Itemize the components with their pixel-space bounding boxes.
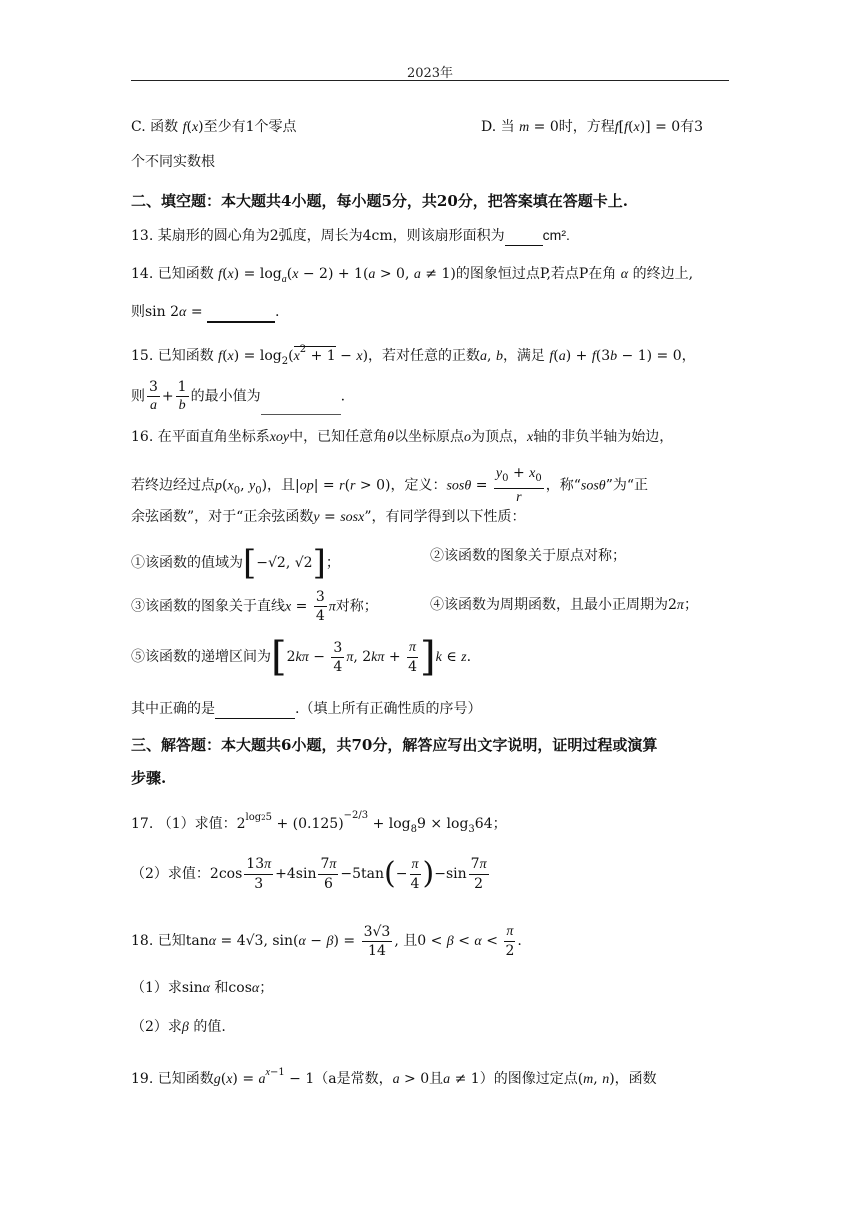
page-header-year: 2023年 (406, 66, 454, 81)
property-2: ②该函数的图象关于原点对称； (430, 548, 626, 564)
question-18: 18. 已知tanα = 4√3, sin(α − β) = $\frac{3√3}{14}$ , 且0 < β < α < $\frac{\pi}{2}$ . (131, 923, 522, 959)
option-d: D. 当 m = 0时，方程f[f(x)] = 0有3 (481, 119, 704, 135)
question-15-line-2: 则 $\frac{3}{a}$ + $\frac{1}{b}$ 的最小值为 . (131, 379, 346, 413)
question-16: 16. 在平面直角坐标系xoy中，已知任意角θ以坐标原点o为顶点，x轴的非负半轴为始边， (131, 429, 674, 445)
question-15: 15. 已知函数 $f(x) = \log_2(x^2 + 1 - x)$，若对任意的正数a, b，满足 f(a) + f(3b − 1) = 0， (131, 344, 696, 367)
property-4: ④该函数为周期函数，且最小正周期为2π； (430, 597, 698, 613)
question-18-part-2: （2）求β 的值. (131, 1019, 226, 1035)
property-3: ③该函数的图象关于直线x = $\frac{3}{4}$ π对称； (131, 589, 378, 624)
question-17-part-2: （2）求值：2cos $\frac{13\pi}{3}$ +4sin $\frac{7\pi}{6}$ −5tan(− $\frac{\pi}{4}$ )−sin $\frac{7\pi}{2}$ (131, 856, 487, 892)
question-19: 19. 已知函数$g(x) = a^{x-1} - 1(a$是常数，a > 0且a ≠ 1）的图像过定点(m, n)，函数 (131, 1067, 657, 1087)
section-2-title: 二、填空题：本大题共4小题，每小题5分，共20分，把答案填在答题卡上. (131, 192, 628, 210)
option-d-continued: 个不同实数根 (131, 154, 215, 170)
question-13: 13. 某扇形的圆心角为2弧度，周长为4cm，则该扇形面积为 cm². (131, 227, 570, 244)
question-17-part-1: 17. （1）求值：$2^{log25} + (0.125)^{-2/3} + \log_89 \times \log_364$； (131, 810, 507, 835)
question-16-answer: 其中正确的是 .（填上所有正确性质的序号） (131, 701, 482, 717)
question-16-line-2: 若终边经过点$p(x_0$, $y_0$)，且|op| = r(r > 0)，定义：sosθ = $\frac{y_0 + x_0}{r}$ ，称“sosθ”为“正 (131, 465, 649, 505)
option-c: C. 函数 f(x)至少有1个零点 (131, 119, 297, 135)
section-3-title: 三、解答题：本大题共6小题，共70分，解答应写出文字说明，证明过程或演算 (131, 736, 658, 754)
question-14-line-2: 则sin 2α = . (131, 302, 280, 323)
question-14: 14. 已知函数 $f(x) = \log_a(x - 2) + 1(a > 0$, a ≠ 1)的图象恒过点P,若点P在角 α 的终边上, (131, 266, 694, 285)
property-1: ①该函数的值域为[−√2, √2]； (131, 543, 340, 583)
property-5: ⑤该函数的递增区间为[2kπ − $\frac{3}{4}$ π, 2kπ + $\frac{\pi}{4}$ ]k ∈ z. (131, 634, 472, 680)
header-rule (131, 80, 729, 81)
question-16-line-3: 余弦函数”，对于“正余弦函数y = sosx”，有同学得到以下性质： (131, 509, 526, 525)
question-18-part-1: （1）求sinα 和cosα； (131, 980, 274, 996)
section-3-title-line-2: 步骤. (131, 769, 167, 787)
